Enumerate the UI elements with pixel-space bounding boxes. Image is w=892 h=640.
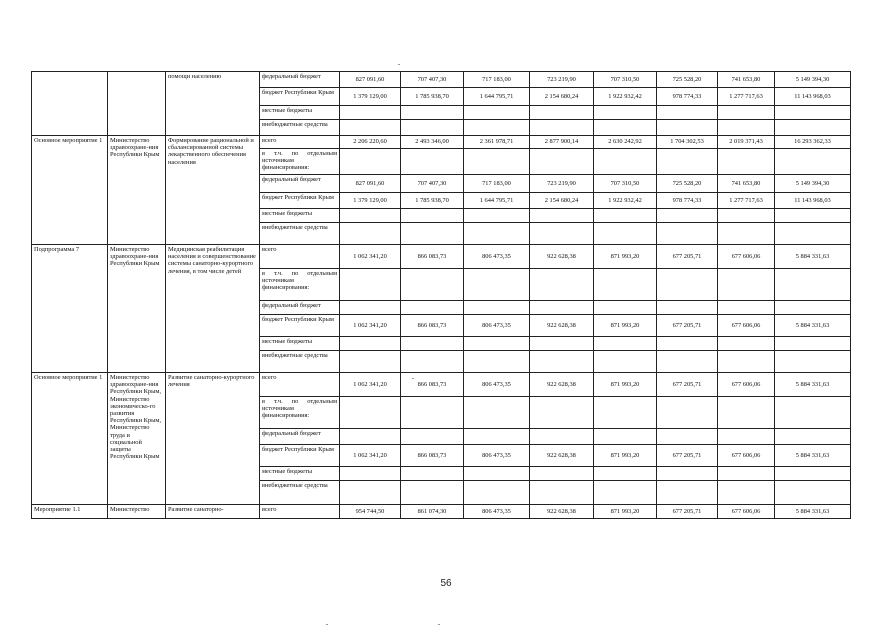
- total-value-cell: [775, 223, 851, 245]
- year-value-cell: 677 606,06: [718, 245, 775, 269]
- year-value-cell: [340, 120, 401, 136]
- year-value-cell: [464, 397, 530, 429]
- year-value-cell: [340, 429, 401, 445]
- year-value-cell: [464, 120, 530, 136]
- year-value-cell: [340, 209, 401, 223]
- year-value-cell: [718, 106, 775, 120]
- year-value-cell: 978 774,33: [657, 193, 718, 209]
- program-cell: Основное мероприятие 1: [32, 373, 108, 505]
- measure-cell: Развитие санаторно-курортного лечения: [166, 373, 260, 505]
- year-value-cell: [718, 269, 775, 301]
- year-value-cell: 806 473,35: [464, 245, 530, 269]
- year-value-cell: 707 407,30: [401, 72, 464, 88]
- year-value-cell: [464, 149, 530, 175]
- year-value-cell: [657, 337, 718, 351]
- year-value-cell: 725 528,20: [657, 72, 718, 88]
- year-value-cell: [530, 149, 594, 175]
- year-value-cell: [657, 106, 718, 120]
- year-value-cell: [401, 120, 464, 136]
- year-value-cell: 866 083,73: [401, 315, 464, 337]
- table-row: [32, 72, 851, 88]
- table-row: [32, 505, 851, 519]
- year-value-cell: 2 154 680,24: [530, 88, 594, 106]
- funding-source-cell: местные бюджеты: [260, 467, 340, 481]
- funding-source-cell: бюджет Республики Крым: [260, 193, 340, 209]
- funding-source-cell: в т.ч. по отдельным источникам финансирования:: [260, 149, 340, 175]
- year-value-cell: [718, 209, 775, 223]
- year-value-cell: [340, 301, 401, 315]
- year-value-cell: [340, 106, 401, 120]
- year-value-cell: [657, 149, 718, 175]
- year-value-cell: 1 644 795,71: [464, 193, 530, 209]
- year-value-cell: [530, 269, 594, 301]
- year-value-cell: 707 310,50: [594, 175, 657, 193]
- year-value-cell: [657, 120, 718, 136]
- executor-cell: Министерство здравоохране-ния Республики Крым: [108, 136, 166, 245]
- year-value-cell: [464, 429, 530, 445]
- year-value-cell: [657, 429, 718, 445]
- year-value-cell: [464, 301, 530, 315]
- year-value-cell: [594, 467, 657, 481]
- year-value-cell: [657, 209, 718, 223]
- year-value-cell: [657, 397, 718, 429]
- year-value-cell: [340, 481, 401, 505]
- funding-source-cell: всего: [260, 245, 340, 269]
- year-value-cell: 1 704 302,53: [657, 136, 718, 149]
- year-value-cell: 1 062 341,20: [340, 445, 401, 467]
- year-value-cell: [594, 223, 657, 245]
- year-value-cell: [530, 429, 594, 445]
- year-value-cell: [718, 397, 775, 429]
- year-value-cell: [530, 351, 594, 373]
- funding-source-cell: местные бюджеты: [260, 209, 340, 223]
- year-value-cell: 922 628,38: [530, 505, 594, 519]
- total-value-cell: [775, 467, 851, 481]
- year-value-cell: 707 407,30: [401, 175, 464, 193]
- year-value-cell: [718, 301, 775, 315]
- year-value-cell: 871 993,20: [594, 315, 657, 337]
- total-value-cell: 5 884 331,63: [775, 505, 851, 519]
- year-value-cell: 954 744,50: [340, 505, 401, 519]
- funding-source-cell: бюджет Республики Крым: [260, 88, 340, 106]
- year-value-cell: [657, 467, 718, 481]
- year-value-cell: [464, 467, 530, 481]
- year-value-cell: 2 019 371,43: [718, 136, 775, 149]
- year-value-cell: [657, 301, 718, 315]
- year-value-cell: [657, 269, 718, 301]
- year-value-cell: [594, 120, 657, 136]
- table-row: [32, 245, 851, 269]
- total-value-cell: 5 149 394,30: [775, 175, 851, 193]
- year-value-cell: 717 183,00: [464, 175, 530, 193]
- year-value-cell: 827 091,60: [340, 175, 401, 193]
- year-value-cell: 866 083,73: [401, 445, 464, 467]
- year-value-cell: 723 219,90: [530, 175, 594, 193]
- year-value-cell: 871 993,20: [594, 373, 657, 397]
- year-value-cell: [340, 467, 401, 481]
- year-value-cell: [464, 481, 530, 505]
- year-value-cell: 2 361 978,71: [464, 136, 530, 149]
- year-value-cell: 2 630 242,92: [594, 136, 657, 149]
- funding-source-cell: бюджет Республики Крым: [260, 445, 340, 467]
- year-value-cell: [594, 301, 657, 315]
- measure-cell: Развитие санаторно-: [166, 505, 260, 519]
- year-value-cell: 866 083,73: [401, 373, 464, 397]
- year-value-cell: [340, 223, 401, 245]
- year-value-cell: [464, 209, 530, 223]
- year-value-cell: 922 628,38: [530, 315, 594, 337]
- year-value-cell: 861 074,30: [401, 505, 464, 519]
- year-value-cell: 871 993,20: [594, 445, 657, 467]
- funding-source-cell: федеральный бюджет: [260, 429, 340, 445]
- year-value-cell: [530, 106, 594, 120]
- funding-source-cell: в т.ч. по отдельным источникам финансирования:: [260, 397, 340, 429]
- year-value-cell: 871 993,20: [594, 245, 657, 269]
- executor-cell: Министерство здравоохране-ния Республики Крым: [108, 245, 166, 373]
- scan-speck: [412, 378, 414, 379]
- year-value-cell: [594, 351, 657, 373]
- total-value-cell: [775, 351, 851, 373]
- year-value-cell: [530, 301, 594, 315]
- total-value-cell: 5 884 331,63: [775, 245, 851, 269]
- year-value-cell: 677 205,71: [657, 245, 718, 269]
- executor-cell: [108, 72, 166, 136]
- total-value-cell: [775, 120, 851, 136]
- year-value-cell: [340, 397, 401, 429]
- year-value-cell: [401, 301, 464, 315]
- total-value-cell: [775, 429, 851, 445]
- year-value-cell: 1 277 717,63: [718, 193, 775, 209]
- measure-cell: Формирование рациональной и сбалансированной системы лекарственного обеспечения населения: [166, 136, 260, 245]
- year-value-cell: 1 062 341,20: [340, 315, 401, 337]
- year-value-cell: 677 205,71: [657, 445, 718, 467]
- year-value-cell: [594, 269, 657, 301]
- year-value-cell: [340, 337, 401, 351]
- year-value-cell: [594, 397, 657, 429]
- total-value-cell: [775, 269, 851, 301]
- executor-cell: Министерство здравоохране-ния Республики Крым, Министерство экономическо-го развития Республики Крым, Министерство труда и социальной защиты Республики Крым: [108, 373, 166, 505]
- funding-source-cell: внебюджетные средства: [260, 223, 340, 245]
- year-value-cell: [530, 337, 594, 351]
- year-value-cell: [464, 106, 530, 120]
- year-value-cell: 677 606,06: [718, 315, 775, 337]
- total-value-cell: 5 884 331,63: [775, 445, 851, 467]
- total-value-cell: [775, 337, 851, 351]
- year-value-cell: [401, 209, 464, 223]
- total-value-cell: 16 293 362,33: [775, 136, 851, 149]
- total-value-cell: 11 143 968,03: [775, 88, 851, 106]
- year-value-cell: [594, 337, 657, 351]
- program-cell: Основное мероприятие 1: [32, 136, 108, 245]
- year-value-cell: 2 206 220,60: [340, 136, 401, 149]
- total-value-cell: 11 143 968,03: [775, 193, 851, 209]
- funding-source-cell: федеральный бюджет: [260, 72, 340, 88]
- year-value-cell: [718, 429, 775, 445]
- year-value-cell: [464, 351, 530, 373]
- year-value-cell: [401, 467, 464, 481]
- program-cell: Подпрограмма 7: [32, 245, 108, 373]
- year-value-cell: 725 528,20: [657, 175, 718, 193]
- year-value-cell: 978 774,33: [657, 88, 718, 106]
- year-value-cell: 806 473,35: [464, 505, 530, 519]
- year-value-cell: [464, 337, 530, 351]
- funding-source-cell: местные бюджеты: [260, 337, 340, 351]
- year-value-cell: [340, 351, 401, 373]
- year-value-cell: [530, 397, 594, 429]
- funding-source-cell: всего: [260, 505, 340, 519]
- measure-cell: помощи населению: [166, 72, 260, 136]
- year-value-cell: 806 473,35: [464, 445, 530, 467]
- total-value-cell: [775, 397, 851, 429]
- year-value-cell: [401, 351, 464, 373]
- year-value-cell: 741 653,80: [718, 72, 775, 88]
- year-value-cell: [718, 351, 775, 373]
- year-value-cell: 717 183,00: [464, 72, 530, 88]
- funding-source-cell: федеральный бюджет: [260, 301, 340, 315]
- year-value-cell: 2 877 900,14: [530, 136, 594, 149]
- year-value-cell: 1 922 932,42: [594, 88, 657, 106]
- total-value-cell: [775, 209, 851, 223]
- year-value-cell: [594, 149, 657, 175]
- measure-cell: Медицинская реабилитация населения и совершенствование системы санаторно-курортного лечения, в том числе детей: [166, 245, 260, 373]
- year-value-cell: [657, 481, 718, 505]
- year-value-cell: 677 606,06: [718, 445, 775, 467]
- year-value-cell: 1 785 938,70: [401, 88, 464, 106]
- year-value-cell: [718, 149, 775, 175]
- year-value-cell: 1 062 341,20: [340, 245, 401, 269]
- year-value-cell: 1 785 938,70: [401, 193, 464, 209]
- year-value-cell: 922 628,38: [530, 245, 594, 269]
- year-value-cell: 806 473,35: [464, 373, 530, 397]
- year-value-cell: 1 277 717,63: [718, 88, 775, 106]
- funding-source-cell: всего: [260, 136, 340, 149]
- scan-speck: [438, 624, 440, 625]
- year-value-cell: [594, 481, 657, 505]
- year-value-cell: [594, 209, 657, 223]
- year-value-cell: 1 922 932,42: [594, 193, 657, 209]
- funding-source-cell: внебюджетные средства: [260, 481, 340, 505]
- funding-source-cell: всего: [260, 373, 340, 397]
- year-value-cell: 677 606,06: [718, 373, 775, 397]
- funding-source-cell: внебюджетные средства: [260, 351, 340, 373]
- year-value-cell: 1 379 129,00: [340, 193, 401, 209]
- table-row: [32, 373, 851, 397]
- year-value-cell: [718, 120, 775, 136]
- funding-source-cell: внебюджетные средства: [260, 120, 340, 136]
- year-value-cell: [530, 209, 594, 223]
- year-value-cell: [401, 223, 464, 245]
- year-value-cell: [718, 223, 775, 245]
- year-value-cell: 723 219,90: [530, 72, 594, 88]
- year-value-cell: [530, 467, 594, 481]
- year-value-cell: 922 628,38: [530, 445, 594, 467]
- year-value-cell: 677 606,06: [718, 505, 775, 519]
- total-value-cell: 5 884 331,63: [775, 373, 851, 397]
- funding-source-cell: местные бюджеты: [260, 106, 340, 120]
- year-value-cell: [657, 351, 718, 373]
- year-value-cell: 806 473,35: [464, 315, 530, 337]
- year-value-cell: 741 653,80: [718, 175, 775, 193]
- year-value-cell: 1 379 129,00: [340, 88, 401, 106]
- table-row: [32, 136, 851, 149]
- year-value-cell: [401, 481, 464, 505]
- year-value-cell: [530, 120, 594, 136]
- budget-table: [31, 71, 851, 519]
- funding-source-cell: бюджет Республики Крым: [260, 315, 340, 337]
- year-value-cell: 707 310,50: [594, 72, 657, 88]
- year-value-cell: [464, 223, 530, 245]
- year-value-cell: [718, 337, 775, 351]
- year-value-cell: 922 628,38: [530, 373, 594, 397]
- year-value-cell: [530, 223, 594, 245]
- year-value-cell: [401, 429, 464, 445]
- executor-cell: Министерство: [108, 505, 166, 519]
- year-value-cell: [718, 481, 775, 505]
- total-value-cell: [775, 481, 851, 505]
- total-value-cell: [775, 106, 851, 120]
- year-value-cell: [401, 269, 464, 301]
- year-value-cell: [340, 269, 401, 301]
- year-value-cell: 677 205,71: [657, 505, 718, 519]
- year-value-cell: 2 493 346,00: [401, 136, 464, 149]
- total-value-cell: [775, 149, 851, 175]
- year-value-cell: [530, 481, 594, 505]
- year-value-cell: [464, 269, 530, 301]
- year-value-cell: [340, 149, 401, 175]
- year-value-cell: 677 205,71: [657, 315, 718, 337]
- year-value-cell: [401, 397, 464, 429]
- program-cell: Мероприятие 1.1: [32, 505, 108, 519]
- year-value-cell: 871 993,20: [594, 505, 657, 519]
- total-value-cell: 5 884 331,63: [775, 315, 851, 337]
- scan-speck: [398, 64, 400, 65]
- year-value-cell: [401, 149, 464, 175]
- total-value-cell: [775, 301, 851, 315]
- year-value-cell: 677 205,71: [657, 373, 718, 397]
- year-value-cell: 1 644 795,71: [464, 88, 530, 106]
- program-cell: [32, 72, 108, 136]
- year-value-cell: 827 091,60: [340, 72, 401, 88]
- year-value-cell: [594, 429, 657, 445]
- year-value-cell: [401, 106, 464, 120]
- page-number: 56: [440, 578, 452, 589]
- year-value-cell: [718, 467, 775, 481]
- year-value-cell: 1 062 341,20: [340, 373, 401, 397]
- year-value-cell: [401, 337, 464, 351]
- year-value-cell: [594, 106, 657, 120]
- year-value-cell: 866 083,73: [401, 245, 464, 269]
- total-value-cell: 5 149 394,30: [775, 72, 851, 88]
- scan-speck: [326, 624, 328, 625]
- funding-source-cell: федеральный бюджет: [260, 175, 340, 193]
- year-value-cell: [657, 223, 718, 245]
- funding-source-cell: в т.ч. по отдельным источникам финансирования:: [260, 269, 340, 301]
- year-value-cell: 2 154 680,24: [530, 193, 594, 209]
